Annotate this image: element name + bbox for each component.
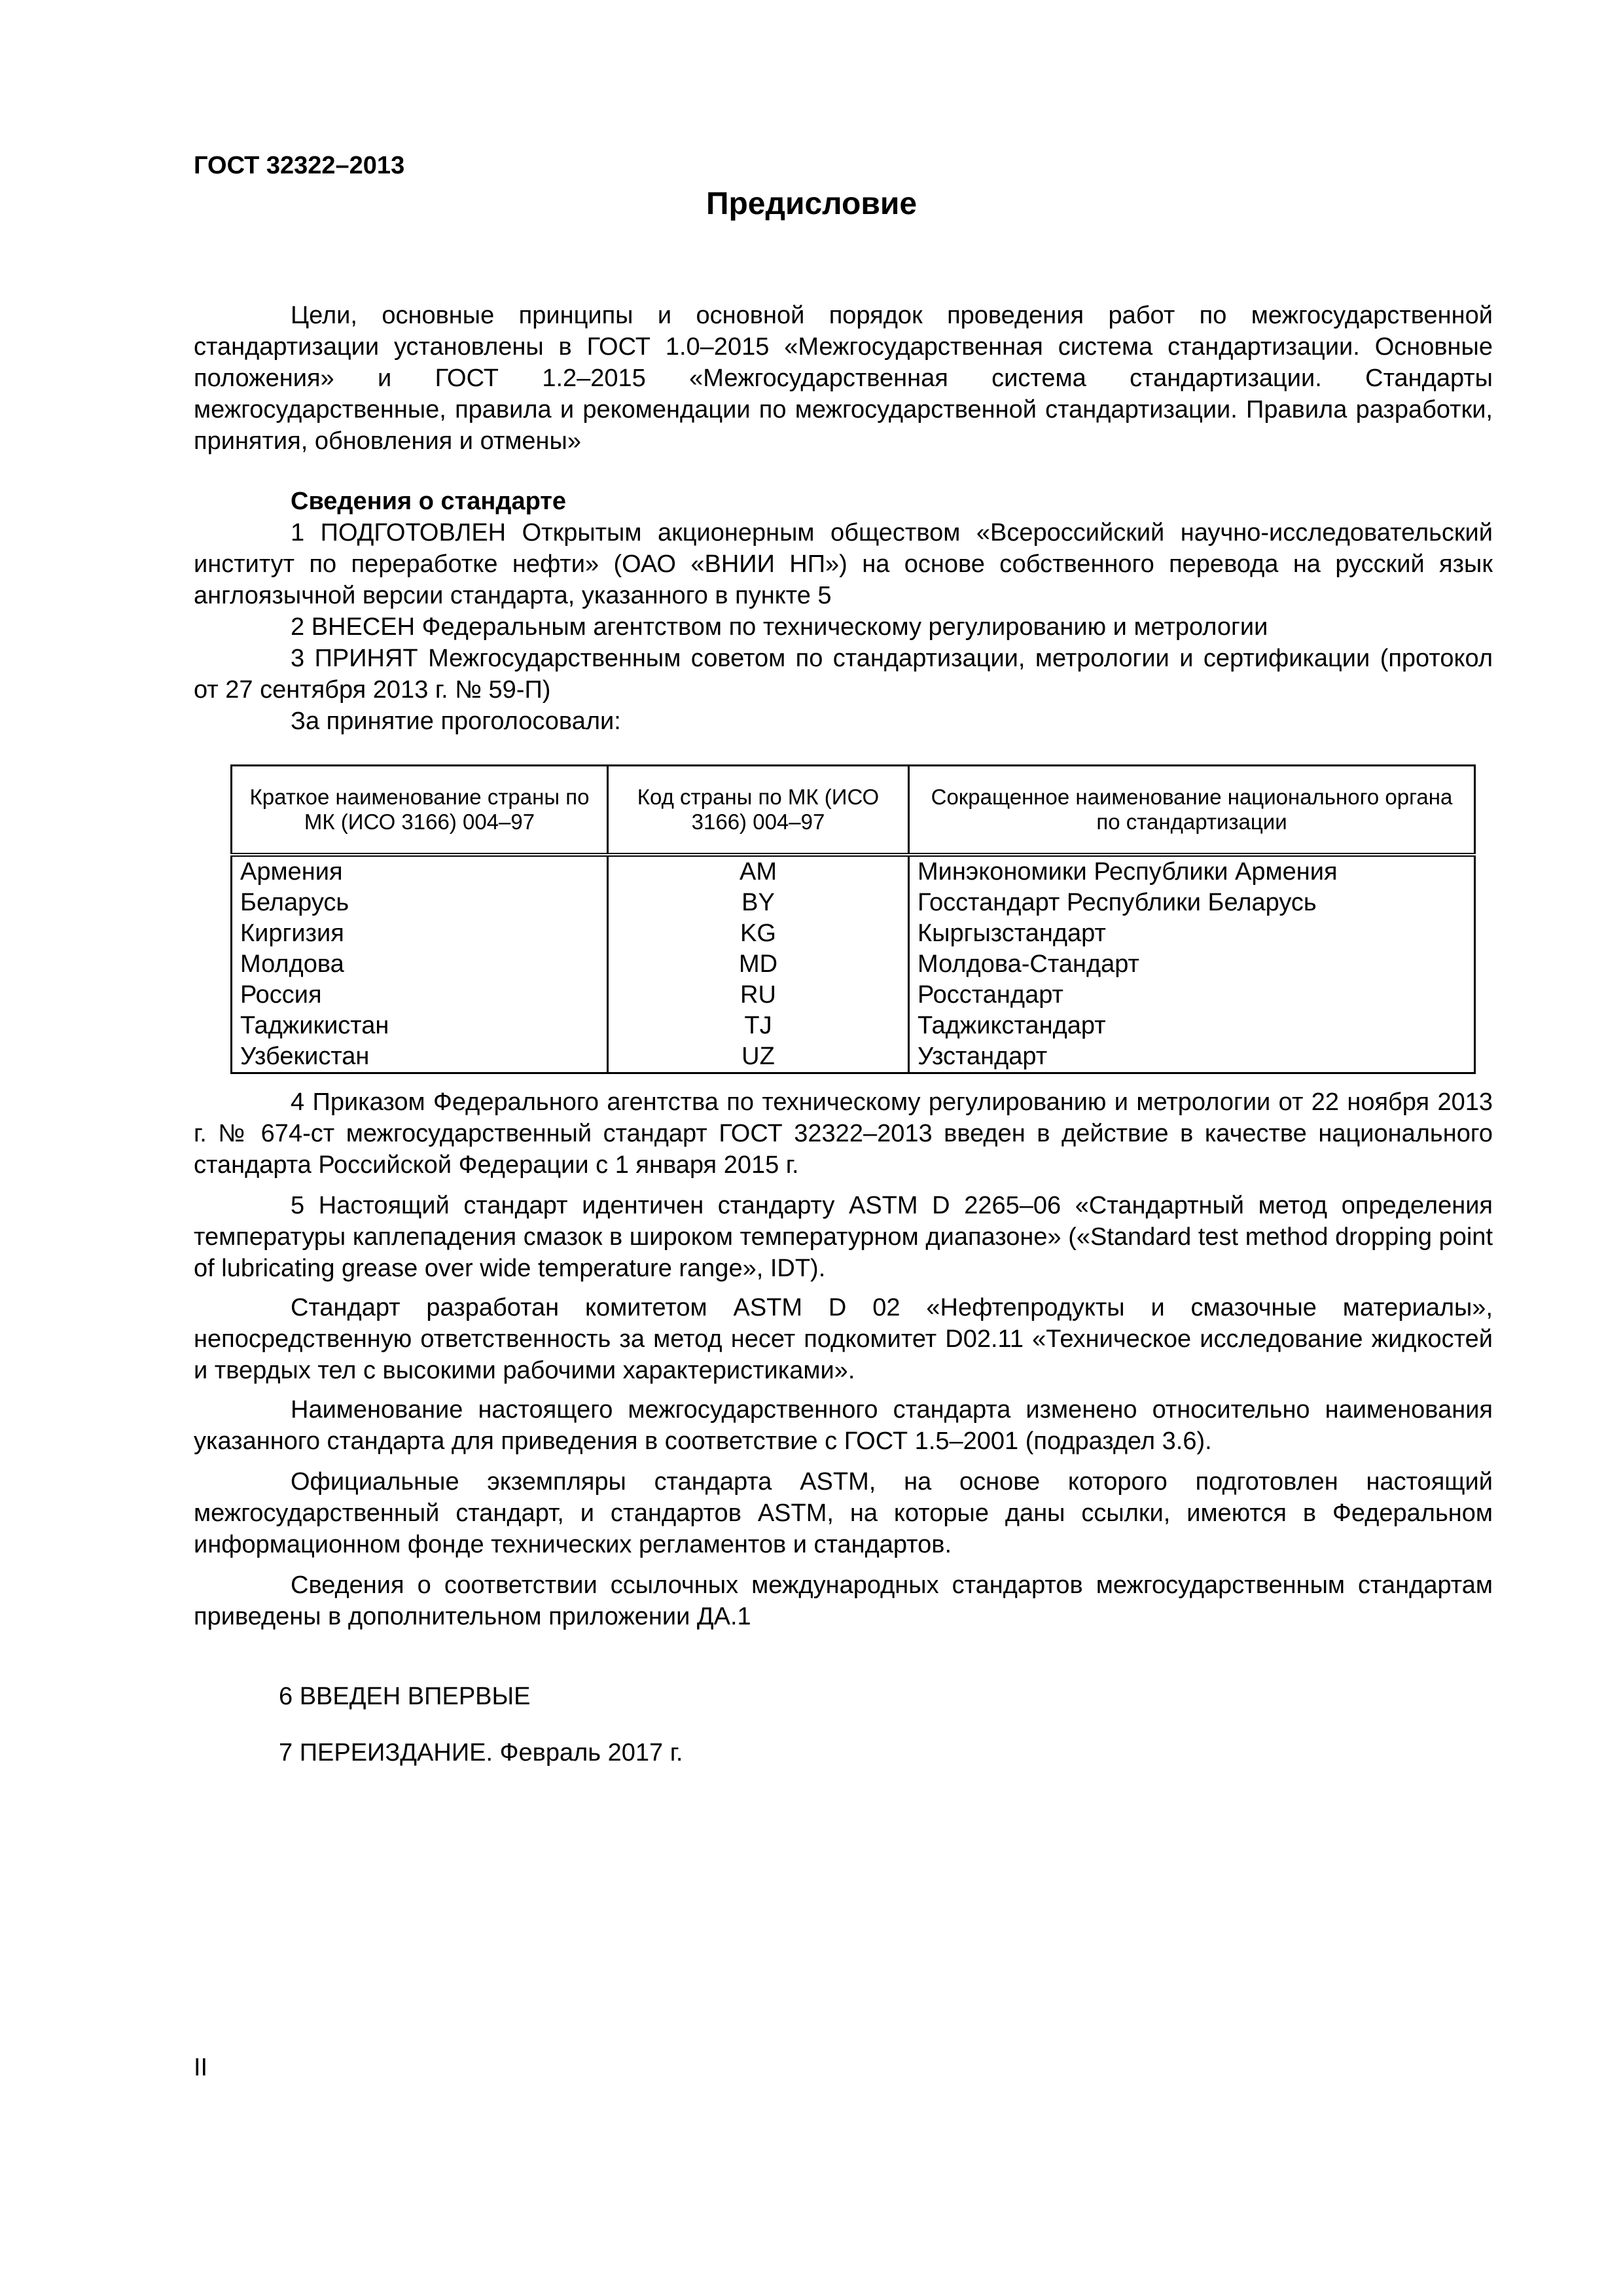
item-6: 6 ВВЕДЕН ВПЕРВЫЕ [279,1683,531,1710]
body-cell: Молдова-Стандарт [909,949,1475,980]
item-5: 5 Настоящий стандарт идентичен стандарту ASTM D 2265–06 «Стандартный метод определения температуры каплепадения смазок в широком температурном диапазоне» («Standard test method dropping point of lubricating grease over wide temperature range», IDT). [194,1192,1493,1282]
table-row [232,855,1475,888]
body-cell: Росстандарт [909,980,1475,1011]
column-header-code: Код страны по МК (ИСО 3166) 004–97 [608,766,909,855]
country-cell: Таджикистан [232,1011,608,1041]
item-4: 4 Приказом Федерального агентства по техническому регулированию и метрологии от 22 ноября 2013 г. № 674-ст межгосударственный стандарт ГОСТ 32322–2013 введен в действие в качестве национального стандарта Российской Федерации с 1 января 2015 г. [194,1088,1493,1179]
code-cell: MD [608,949,909,980]
country-cell: Беларусь [232,888,608,918]
item-5-committee: Стандарт разработан комитетом ASTM D 02 «Нефтепродукты и смазочные материалы», непосредственную ответственность за метод несет подкомитет D02.11 «Техническое исследование жидкостей и твердых тел с высокими рабочими характеристиками». [194,1294,1493,1384]
table-row [232,888,1475,918]
code-cell: AM [608,855,909,888]
country-cell: Россия [232,980,608,1011]
table-row [232,1011,1475,1041]
column-header-country: Краткое наименование страны по МК (ИСО 3166) 004–97 [232,766,608,855]
body-cell: Узстандарт [909,1041,1475,1073]
item-5-naming: Наименование настоящего межгосударственного стандарта изменено относительно наименования указанного стандарта для приведения в соответствие с ГОСТ 1.5–2001 (подраздел 3.6). [194,1396,1493,1455]
document-code: ГОСТ 32322–2013 [194,152,405,179]
vote-intro: За принятие проголосовали: [291,708,621,735]
body-cell: Минэкономики Республики Армения [909,855,1475,888]
column-header-body: Сокращенное наименование национального органа по стандартизации [909,766,1475,855]
table-row [232,1041,1475,1073]
voting-table [230,764,1476,1074]
country-cell: Узбекистан [232,1041,608,1073]
page-number: II [194,2054,208,2081]
table-row [232,949,1475,980]
country-cell: Армения [232,855,608,888]
item-5-official-copies: Официальные экземпляры стандарта ASTM, на основе которого подготовлен настоящий межгосударственный стандарт, и стандартов ASTM, на которые даны ссылки, имеются в Федеральном информационном фонде технических регламентов и стандартов. [194,1468,1493,1558]
code-cell: RU [608,980,909,1011]
page-title: Предисловие [705,187,918,221]
intro-paragraph: Цели, основные принципы и основной порядок проведения работ по межгосударственной стандартизации установлены в ГОСТ 1.0–2015 «Межгосударственная система стандартизации. Основные положения» и ГОСТ 1.2–2015 «Межгосударственная система стандартизации. Стандарты межгосударственные, правила и рекомендации по межгосударственной стандартизации. Правила разработки, принятия, обновления и отмены» [194,302,1493,455]
info-item-3: 3 ПРИНЯТ Межгосударственным советом по стандартизации, метрологии и сертификации (протокол от 27 сентября 2013 г. № 59-П) [194,645,1493,704]
info-item-2: 2 ВНЕСЕН Федеральным агентством по техническому регулированию и метрологии [291,613,1268,641]
country-cell: Киргизия [232,918,608,949]
table-row [232,918,1475,949]
code-cell: BY [608,888,909,918]
country-cell: Молдова [232,949,608,980]
info-heading: Сведения о стандарте [291,488,567,515]
body-cell: Кыргызстандарт [909,918,1475,949]
table-row [232,980,1475,1011]
table-header-row [232,766,1475,855]
item-5-references: Сведения о соответствии ссылочных международных стандартов межгосударственным стандартам приведены в дополнительном приложении ДА.1 [194,1571,1493,1630]
code-cell: KG [608,918,909,949]
code-cell: TJ [608,1011,909,1041]
item-7: 7 ПЕРЕИЗДАНИЕ. Февраль 2017 г. [279,1739,683,1767]
body-cell: Госстандарт Республики Беларусь [909,888,1475,918]
code-cell: UZ [608,1041,909,1073]
info-item-1: 1 ПОДГОТОВЛЕН Открытым акционерным обществом «Всероссийский научно-исследовательский институт по переработке нефти» (ОАО «ВНИИ НП») на основе собственного перевода на русский язык англоязычной версии стандарта, указанного в пункте 5 [194,519,1493,609]
body-cell: Таджикстандарт [909,1011,1475,1041]
